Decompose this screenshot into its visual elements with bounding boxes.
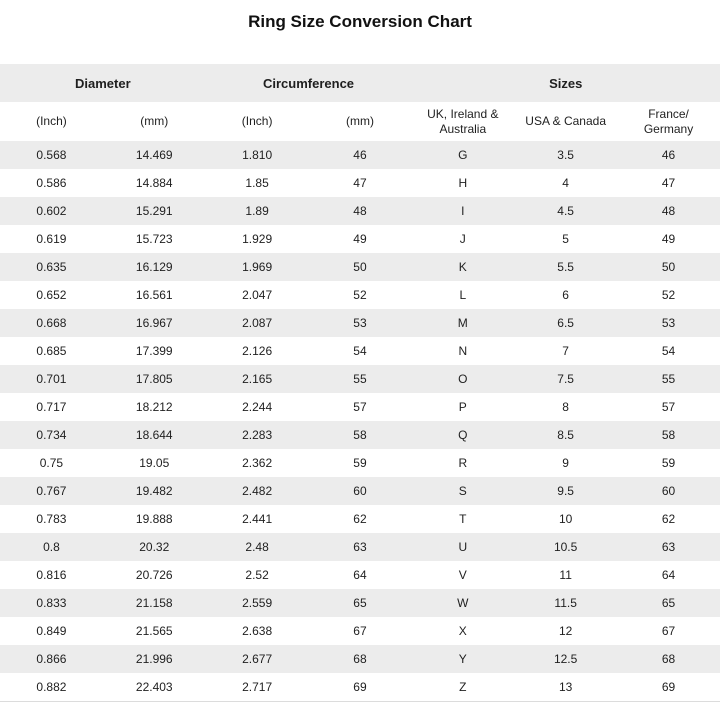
table-cell: 1.929 bbox=[242, 232, 273, 246]
table-cell: 10.5 bbox=[553, 540, 578, 554]
table-cell: Z bbox=[411, 673, 514, 702]
table-cell: U bbox=[458, 540, 468, 554]
table-row bbox=[0, 449, 720, 477]
table-row bbox=[0, 617, 720, 645]
table-cell: 14.469 bbox=[135, 148, 173, 162]
table-cell: K bbox=[458, 260, 467, 274]
table-cell: 19.482 bbox=[135, 484, 173, 498]
table-cell: 20.726 bbox=[135, 568, 173, 582]
table-cell: 67 bbox=[353, 624, 367, 638]
table-cell: 7 bbox=[562, 344, 569, 358]
table-cell: 2.559 bbox=[242, 596, 273, 610]
table-row bbox=[0, 141, 720, 169]
table-row bbox=[0, 645, 720, 673]
column-header-diameter-mm: (mm) bbox=[103, 102, 206, 141]
table-cell: 2.638 bbox=[242, 624, 273, 638]
table-cell: 19.888 bbox=[135, 512, 173, 526]
table-cell: 16.561 bbox=[135, 288, 173, 302]
table-cell: Y bbox=[458, 652, 467, 666]
table-row bbox=[0, 225, 720, 253]
table-cell: 67 bbox=[661, 624, 676, 638]
table-cell: 52 bbox=[353, 288, 367, 302]
column-header-circumference-mm: (mm) bbox=[309, 102, 412, 141]
column-header-usa-canada: USA & Canada bbox=[514, 102, 617, 141]
table-cell: 3.5 bbox=[557, 148, 574, 162]
table-cell: N bbox=[458, 344, 468, 358]
table-cell: 2.482 bbox=[242, 484, 273, 498]
table-cell: 60 bbox=[661, 484, 676, 498]
table-row bbox=[0, 673, 720, 702]
table-cell: 10 bbox=[558, 512, 573, 526]
table-cell: 17.399 bbox=[135, 344, 173, 358]
table-cell: 50 bbox=[353, 260, 367, 274]
column-group-row bbox=[0, 64, 720, 102]
table-cell: 7.5 bbox=[557, 372, 574, 386]
table-cell: 69 bbox=[617, 673, 720, 702]
table-cell: 64 bbox=[661, 568, 676, 582]
table-row bbox=[0, 337, 720, 365]
column-header-row bbox=[0, 102, 720, 141]
table-cell: 0.602 bbox=[36, 204, 67, 218]
table-cell: 62 bbox=[661, 512, 676, 526]
table-cell: 11 bbox=[559, 568, 572, 582]
table-body bbox=[0, 141, 720, 702]
table-cell: 59 bbox=[661, 456, 676, 470]
table-cell: 18.644 bbox=[135, 428, 173, 442]
table-cell: 0.833 bbox=[36, 596, 67, 610]
table-cell: 13 bbox=[514, 673, 617, 702]
table-row bbox=[0, 505, 720, 533]
table-cell: 0.882 bbox=[0, 673, 103, 702]
table-cell: 1.85 bbox=[245, 176, 269, 190]
table-row bbox=[0, 589, 720, 617]
table-cell: 59 bbox=[353, 456, 367, 470]
table-cell: I bbox=[461, 204, 465, 218]
table-cell: 48 bbox=[661, 204, 676, 218]
table-cell: P bbox=[458, 400, 467, 414]
table-cell: 68 bbox=[661, 652, 676, 666]
table-cell: 63 bbox=[353, 540, 367, 554]
column-header-diameter-inch: (Inch) bbox=[0, 102, 103, 141]
table-cell: H bbox=[458, 176, 468, 190]
table-cell: 50 bbox=[661, 260, 676, 274]
table-cell: R bbox=[458, 456, 468, 470]
table-cell: 0.635 bbox=[36, 260, 67, 274]
table-cell: 15.291 bbox=[135, 204, 173, 218]
table-cell: 2.48 bbox=[245, 540, 269, 554]
table-cell: 1.810 bbox=[242, 148, 273, 162]
table-cell: 48 bbox=[353, 204, 367, 218]
group-header-sizes: Sizes bbox=[411, 64, 720, 102]
table-cell: 4.5 bbox=[557, 204, 574, 218]
table-cell: 0.619 bbox=[36, 232, 67, 246]
table-row bbox=[0, 477, 720, 505]
page-title: Ring Size Conversion Chart bbox=[248, 12, 472, 31]
table-row bbox=[0, 393, 720, 421]
table-cell: 5.5 bbox=[557, 260, 574, 274]
table-cell: 54 bbox=[661, 344, 676, 358]
table-cell: J bbox=[459, 232, 466, 246]
table-cell: 65 bbox=[353, 596, 367, 610]
table-cell: 16.967 bbox=[135, 316, 173, 330]
table-cell: 16.129 bbox=[135, 260, 173, 274]
table-cell: S bbox=[458, 484, 467, 498]
table-cell: 0.849 bbox=[36, 624, 67, 638]
table-cell: 2.441 bbox=[242, 512, 273, 526]
table-cell: 15.723 bbox=[135, 232, 173, 246]
table-cell: 1.969 bbox=[242, 260, 273, 274]
table-row bbox=[0, 533, 720, 561]
table-cell: 58 bbox=[661, 428, 676, 442]
table-cell: 21.158 bbox=[135, 596, 173, 610]
table-cell: 69 bbox=[309, 673, 412, 702]
table-cell: L bbox=[459, 288, 467, 302]
table-row bbox=[0, 309, 720, 337]
table-cell: 0.685 bbox=[36, 344, 67, 358]
table-cell: G bbox=[458, 148, 468, 162]
table-cell: 2.283 bbox=[242, 428, 273, 442]
table-cell: 2.126 bbox=[242, 344, 273, 358]
table-cell: 49 bbox=[353, 232, 367, 246]
table-cell: 8.5 bbox=[557, 428, 574, 442]
table-cell: 64 bbox=[353, 568, 367, 582]
table-cell: Q bbox=[458, 428, 468, 442]
table-cell: 65 bbox=[661, 596, 676, 610]
table-cell: 2.244 bbox=[242, 400, 273, 414]
table-cell: 53 bbox=[353, 316, 367, 330]
table-cell: 0.586 bbox=[36, 176, 67, 190]
table-cell: M bbox=[457, 316, 468, 330]
table-cell: 0.568 bbox=[36, 148, 67, 162]
table-cell: 54 bbox=[353, 344, 367, 358]
table-cell: 57 bbox=[353, 400, 367, 414]
table-cell: V bbox=[458, 568, 467, 582]
ring-size-conversion-table bbox=[0, 64, 720, 702]
table-cell: 0.701 bbox=[36, 372, 67, 386]
table-cell: 46 bbox=[353, 148, 367, 162]
table-cell: 55 bbox=[353, 372, 367, 386]
table-cell: 12.5 bbox=[553, 652, 578, 666]
table-header bbox=[0, 64, 720, 141]
table-cell: 22.403 bbox=[103, 673, 206, 702]
column-header-france-germany: France/ Germany bbox=[617, 102, 720, 141]
table-cell: 47 bbox=[661, 176, 676, 190]
table-row bbox=[0, 421, 720, 449]
table-cell: 8 bbox=[562, 400, 569, 414]
table-cell: 2.087 bbox=[242, 316, 273, 330]
table-cell: 60 bbox=[353, 484, 367, 498]
table-cell: 62 bbox=[353, 512, 367, 526]
table-cell: 46 bbox=[661, 148, 676, 162]
table-cell: 21.565 bbox=[135, 624, 173, 638]
table-cell: 2.717 bbox=[206, 673, 309, 702]
table-row bbox=[0, 561, 720, 589]
table-cell: 0.767 bbox=[36, 484, 67, 498]
table-cell: O bbox=[458, 372, 468, 386]
table-row bbox=[0, 197, 720, 225]
table-row bbox=[0, 281, 720, 309]
table-cell: T bbox=[459, 512, 467, 526]
table-cell: 9 bbox=[562, 456, 569, 470]
table-cell: 2.165 bbox=[242, 372, 273, 386]
table-cell: 0.734 bbox=[36, 428, 67, 442]
table-row bbox=[0, 169, 720, 197]
column-header-uk-ireland-australia: UK, Ireland & Australia bbox=[411, 102, 514, 141]
table-cell: 0.866 bbox=[36, 652, 67, 666]
table-cell: 57 bbox=[661, 400, 676, 414]
table-cell: 14.884 bbox=[135, 176, 173, 190]
table-cell: 0.652 bbox=[36, 288, 67, 302]
table-cell: 49 bbox=[661, 232, 676, 246]
table-cell: 0.75 bbox=[39, 456, 64, 470]
table-cell: 0.668 bbox=[36, 316, 67, 330]
group-header-diameter: Diameter bbox=[0, 64, 206, 102]
table-cell: 2.047 bbox=[242, 288, 273, 302]
table-cell: 2.52 bbox=[245, 568, 269, 582]
table-cell: W bbox=[457, 596, 469, 610]
table-cell: 0.717 bbox=[36, 400, 67, 414]
group-header-circumference: Circumference bbox=[206, 64, 412, 102]
table-row bbox=[0, 253, 720, 281]
table-cell: 68 bbox=[353, 652, 367, 666]
table-cell: 6.5 bbox=[557, 316, 574, 330]
table-cell: 4 bbox=[562, 176, 569, 190]
table-cell: 47 bbox=[353, 176, 367, 190]
table-cell: 58 bbox=[353, 428, 367, 442]
table-cell: 55 bbox=[661, 372, 676, 386]
table-cell: 52 bbox=[661, 288, 676, 302]
table-cell: 20.32 bbox=[139, 540, 170, 554]
table-cell: 5 bbox=[562, 232, 569, 246]
table-cell: 0.8 bbox=[43, 540, 60, 554]
table-row bbox=[0, 365, 720, 393]
table-cell: 11.5 bbox=[554, 596, 577, 610]
table-cell: 53 bbox=[661, 316, 676, 330]
table-cell: 17.805 bbox=[135, 372, 173, 386]
table-cell: 18.212 bbox=[135, 400, 173, 414]
table-cell: 2.362 bbox=[242, 456, 273, 470]
table-cell: 63 bbox=[661, 540, 676, 554]
table-cell: 6 bbox=[562, 288, 569, 302]
table-cell: X bbox=[458, 624, 467, 638]
table-cell: 9.5 bbox=[557, 484, 574, 498]
table-cell: 0.783 bbox=[36, 512, 67, 526]
table-cell: 0.816 bbox=[36, 568, 67, 582]
table-cell: 21.996 bbox=[135, 652, 173, 666]
table-cell: 1.89 bbox=[245, 204, 269, 218]
table-cell: 2.677 bbox=[242, 652, 273, 666]
column-header-circumference-inch: (Inch) bbox=[206, 102, 309, 141]
table-cell: 19.05 bbox=[139, 456, 170, 470]
table-cell: 12 bbox=[558, 624, 573, 638]
